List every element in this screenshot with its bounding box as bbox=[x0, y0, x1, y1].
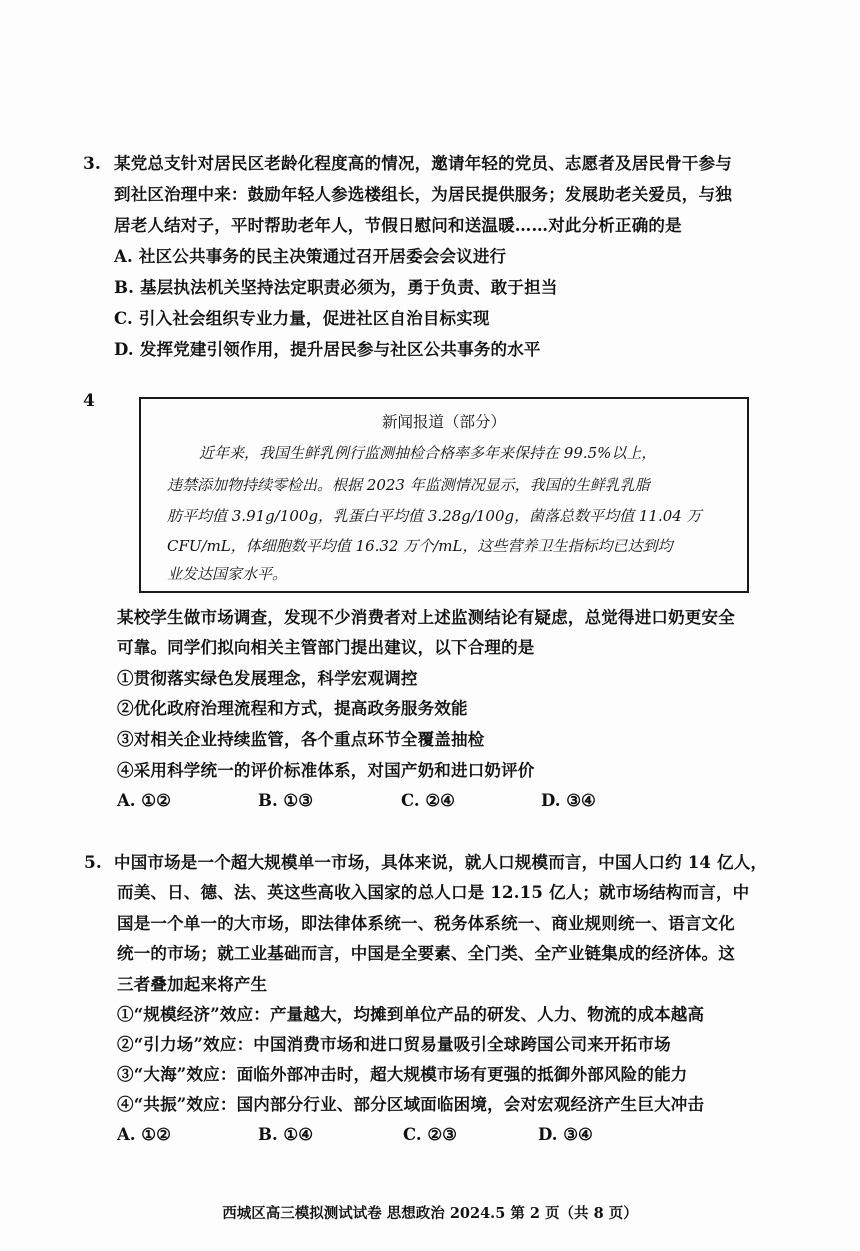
news-report-box bbox=[139, 397, 749, 593]
question-5-item-1: ①“规模经济”效应：产量越大，均摊到单位产品的研发、人力、物流的成本越高 bbox=[117, 1005, 705, 1024]
question-3-number: 3. bbox=[83, 154, 101, 174]
question-3-option-a: A. 社区公共事务的民主决策通过召开居委会会议进行 bbox=[114, 247, 507, 266]
question-5-choice-b: B. ①④ bbox=[258, 1125, 314, 1144]
question-5-item-2: ②“引力场”效应：中国消费市场和进口贸易量吸引全球跨国公司来开拓市场 bbox=[117, 1035, 671, 1054]
page-footer: 西城区高三模拟测试试卷 思想政治 2024.5 第 2 页（共 8 页） bbox=[222, 1205, 638, 1222]
question-5-choice-a: A. ①② bbox=[117, 1125, 171, 1144]
question-5-stem-line-4: 统一的市场；就工业基础而言，中国是全要素、全门类、全产业链集成的经济体。这 bbox=[117, 944, 735, 963]
question-5-item-4: ④“共振”效应：国内部分行业、部分区域面临困境，会对宏观经济产生巨大冲击 bbox=[117, 1095, 705, 1114]
question-5-stem-line-1: 中国市场是一个超大规模单一市场，具体来说，就人口规模而言，中国人口约 14 亿人， bbox=[114, 853, 768, 872]
question-5-number: 5. bbox=[84, 853, 102, 873]
question-4-choices bbox=[117, 790, 637, 812]
question-3-stem-line-2: 到社区治理中来：鼓励年轻人参选楼组长，为居民提供服务；发展助老关爱员，与独 bbox=[114, 185, 732, 204]
question-4-choice-b: B. ①③ bbox=[258, 791, 314, 810]
question-3-option-c: C. 引入社会组织专业力量，促进社区自治目标实现 bbox=[114, 309, 490, 328]
question-5-choice-c: C. ②③ bbox=[403, 1125, 457, 1144]
news-report-line-3: 肪平均值 3.91g/100g，乳蛋白平均值 3.28g/100g，菌落总数平均值 11.04 万 bbox=[167, 507, 702, 525]
news-report-line-5: 业发达国家水平。 bbox=[167, 565, 288, 583]
question-4-item-3: ③对相关企业持续监管，各个重点环节全覆盖抽检 bbox=[117, 730, 485, 749]
question-3-option-d: D. 发挥党建引领作用，提升居民参与社区公共事务的水平 bbox=[114, 340, 541, 359]
question-5-stem-line-3: 国是一个单一的大市场，即法律体系统一、税务体系统一、商业规则统一、语言文化 bbox=[117, 914, 735, 933]
question-4-number: 4 bbox=[83, 391, 95, 411]
question-4-choice-a: A. ①② bbox=[117, 791, 171, 810]
question-5-stem-line-2: 而美、日、德、法、英这些高收入国家的总人口是 12.15 亿人；就市场结构而言，中 bbox=[117, 883, 750, 902]
question-4-choice-d: D. ③④ bbox=[541, 791, 596, 810]
news-report-title: 新闻报道（部分） bbox=[381, 413, 506, 431]
question-5-stem-line-5: 三者叠加起来将产生 bbox=[117, 975, 268, 994]
question-4-item-4: ④采用科学统一的评价标准体系，对国产奶和进口奶评价 bbox=[117, 761, 535, 780]
question-4-stem-line-1: 某校学生做市场调查，发现不少消费者对上述监测结论有疑虑，总觉得进口奶更安全 bbox=[117, 608, 735, 627]
question-3-stem-line-3: 居老人结对子，平时帮助老年人，节假日慰问和送温暖……对此分析正确的是 bbox=[114, 216, 682, 235]
news-report-line-4: CFU/mL，体细胞数平均值 16.32 万个/mL，这些营养卫生指标均已达到均 bbox=[167, 537, 673, 555]
question-5-choices bbox=[117, 1124, 637, 1146]
question-4-item-2: ②优化政府治理流程和方式，提高政务服务效能 bbox=[117, 699, 468, 718]
question-3-option-b: B. 基层执法机关坚持法定职责必须为，勇于负责、敢于担当 bbox=[114, 278, 558, 297]
question-5-item-3: ③“大海”效应：面临外部冲击时，超大规模市场有更强的抵御外部风险的能力 bbox=[117, 1065, 688, 1084]
question-4-stem-line-2: 可靠。同学们拟向相关主管部门提出建议，以下合理的是 bbox=[117, 638, 535, 657]
news-report-line-1: 近年来，我国生鲜乳例行监测抽检合格率多年来保持在 99.5%以上， bbox=[199, 444, 657, 462]
question-3-stem-line-1: 某党总支针对居民区老龄化程度高的情况，邀请年轻的党员、志愿者及居民骨干参与 bbox=[114, 154, 732, 173]
question-4-choice-c: C. ②④ bbox=[401, 791, 455, 810]
question-5-choice-d: D. ③④ bbox=[538, 1125, 593, 1144]
question-4-item-1: ①贯彻落实绿色发展理念，科学宏观调控 bbox=[117, 669, 418, 688]
news-report-line-2: 违禁添加物持续零检出。根据 2023 年监测情况显示，我国的生鲜乳乳脂 bbox=[167, 476, 650, 494]
